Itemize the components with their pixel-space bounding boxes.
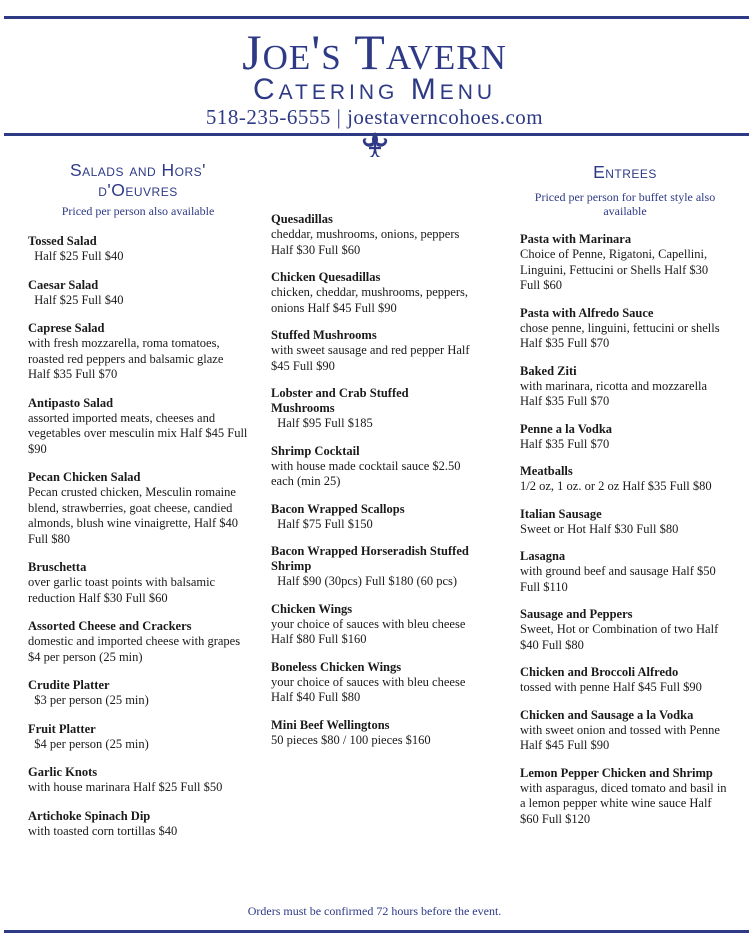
menu-item-name: Mini Beef Wellingtons xyxy=(271,717,390,732)
menu-item-name: Baked Ziti xyxy=(520,363,577,378)
menu-item-description: your choice of sauces with bleu cheese Half $80 Full $160 xyxy=(271,616,466,646)
menu-item-name: Artichoke Spinach Dip xyxy=(28,808,151,823)
menu-item-description: with house marinara Half $25 Full $50 xyxy=(28,780,223,794)
menu-item-name: Quesadillas xyxy=(271,212,333,226)
menu-item xyxy=(28,321,248,383)
menu-item-description: chose penne, linguini, fettucini or shells Half $35 Full $70 xyxy=(520,320,720,350)
menu-item xyxy=(271,328,471,374)
entrees-section xyxy=(520,160,730,827)
menu-item xyxy=(271,444,471,490)
contact-line: 518-235-6555 | joestaverncohoes.com xyxy=(205,105,544,129)
menu-item-description: with toasted corn tortillas $40 xyxy=(28,823,178,838)
fleur-de-lis-icon xyxy=(359,131,391,159)
menu-item-name: Lemon Pepper Chicken and Shrimp xyxy=(520,765,713,780)
menu-item-description: Sweet or Hot Half $30 Full $80 xyxy=(520,521,679,536)
menu-item-description: 1/2 oz, 1 oz. or 2 oz Half $35 Full $80 xyxy=(520,479,712,493)
menu-item-name: Chicken Wings xyxy=(271,601,353,616)
menu-item-name: Meatballs xyxy=(520,464,573,478)
menu-item-description: over garlic toast points with balsamic reduction Half $30 Full $60 xyxy=(28,575,216,605)
menu-item-description: Choice of Penne, Rigatoni, Capellini, Linguini, Fettucini or Shells Half $30 Full $60 xyxy=(520,247,709,292)
menu-item-description: assorted imported meats, cheeses and vegetables over mesculin mix Half $45 Full $90 xyxy=(28,410,248,456)
menu-item-description: Half $90 (30pcs) Full $180 (60 pcs) xyxy=(271,574,458,588)
menu-item-name: Crudite Platter xyxy=(28,678,110,692)
menu-item-name: Chicken and Sausage a la Vodka xyxy=(520,707,694,722)
menu-item-description: $4 per person (25 min) xyxy=(28,736,149,751)
menu-item xyxy=(520,306,730,352)
menu-item xyxy=(271,602,471,648)
salads-section-title: Salads and Hors' d'Oeuvres xyxy=(69,160,207,200)
menu-item-name: Bacon Wrapped Horseradish Stuffed Shrimp xyxy=(271,544,469,573)
menu-item-description: with asparagus, diced tomato and basil in a lemon pepper white wine sauce Half $60 Full $120 xyxy=(520,780,727,826)
menu-item xyxy=(28,234,248,265)
menu-item xyxy=(271,502,471,533)
appetizers-section xyxy=(271,212,471,748)
menu-item-name: Garlic Knots xyxy=(28,765,98,779)
salads-section-note: Priced per person also available xyxy=(61,204,215,218)
menu-item-description: domestic and imported cheese with grapes $4 per person (25 min) xyxy=(28,634,241,664)
menu-item xyxy=(520,607,730,653)
menu-item-description: Half $75 Full $150 xyxy=(271,516,373,531)
menu-item-description: with sweet sausage and red pepper Half $45 Full $90 xyxy=(271,343,470,373)
menu-item-name: Boneless Chicken Wings xyxy=(271,659,402,674)
menu-item xyxy=(520,464,730,495)
menu-item-name: Pasta with Alfredo Sauce xyxy=(520,305,654,320)
top-rule xyxy=(4,16,749,19)
menu-item-description: with sweet onion and tossed with Penne Half $45 Full $90 xyxy=(520,722,720,752)
menu-item-name: Shrimp Cocktail xyxy=(271,443,360,458)
menu-item-name: Bruschetta xyxy=(28,560,87,574)
menu-item-name: Italian Sausage xyxy=(520,506,602,521)
menu-item-description: chicken, cheddar, mushrooms, peppers, onions Half $45 Full $90 xyxy=(271,285,469,315)
menu-item xyxy=(271,718,471,749)
menu-item xyxy=(520,364,730,410)
menu-item xyxy=(28,809,248,840)
menu-item-name: Penne a la Vodka xyxy=(520,421,613,436)
menu-item xyxy=(520,232,730,294)
menu-item-name: Stuffed Mushrooms xyxy=(271,328,377,342)
menu-item xyxy=(28,396,248,458)
menu-item-description: with marinara, ricotta and mozzarella Half $35 Full $70 xyxy=(520,378,708,408)
menu-item xyxy=(28,560,248,606)
menu-item-description: $3 per person (25 min) xyxy=(28,693,149,707)
menu-item xyxy=(520,549,730,595)
bottom-rule xyxy=(4,930,749,933)
menu-item-description: Half $35 Full $70 xyxy=(520,436,610,451)
menu-item-name: Lobster and Crab Stuffed Mushrooms xyxy=(271,386,409,415)
menu-item-name: Lasagna xyxy=(520,549,566,563)
menu-item-name: Bacon Wrapped Scallops xyxy=(271,501,405,516)
menu-item-description: with house made cocktail sauce $2.50 each (min 25) xyxy=(271,458,461,488)
menu-item-name: Pasta with Marinara xyxy=(520,232,632,246)
menu-item-description: tossed with penne Half $45 Full $90 xyxy=(520,680,702,694)
menu-item xyxy=(271,270,471,316)
menu-item-description: cheddar, mushrooms, onions, peppers Half $30 Full $60 xyxy=(271,227,460,257)
menu-item xyxy=(520,422,730,453)
menu-item xyxy=(28,470,248,547)
order-notice: Orders must be confirmed 72 hours before the event. xyxy=(247,904,502,918)
menu-item-name: Fruit Platter xyxy=(28,721,96,736)
menu-item xyxy=(520,507,730,538)
menu-item-description: Pecan crusted chicken, Mesculin romaine blend, strawberries, goat cheese, candied almonds, blush wine vinaigrette, Half $40 Full $80 xyxy=(28,485,239,546)
menu-item xyxy=(520,708,730,754)
menu-item-description: 50 pieces $80 / 100 pieces $160 xyxy=(271,732,431,747)
menu-item xyxy=(271,660,471,706)
entrees-section-note: Priced per person for buffet style also available xyxy=(534,190,716,218)
menu-item-name: Pecan Chicken Salad xyxy=(28,470,141,484)
menu-item xyxy=(520,766,730,828)
menu-item xyxy=(520,665,730,696)
restaurant-title: Joe's Tavern xyxy=(242,24,507,80)
menu-item-name: Caesar Salad xyxy=(28,277,99,292)
menu-item-name: Chicken Quesadillas xyxy=(271,270,381,284)
menu-item xyxy=(28,722,248,753)
menu-item-description: with fresh mozzarella, roma tomatoes, roasted red peppers and balsamic glaze Half $35 Full $70 xyxy=(28,336,224,381)
menu-item-name: Assorted Cheese and Crackers xyxy=(28,619,192,633)
menu-item-name: Sausage and Peppers xyxy=(520,607,633,621)
menu-item xyxy=(271,212,471,258)
menu-item-name: Chicken and Broccoli Alfredo xyxy=(520,665,679,679)
menu-item xyxy=(271,544,471,590)
menu-item-name: Tossed Salad xyxy=(28,234,97,248)
menu-item-name: Antipasto Salad xyxy=(28,395,114,410)
menu-item xyxy=(28,765,248,796)
menu-item xyxy=(28,278,248,309)
menu-item-description: Half $25 Full $40 xyxy=(28,249,124,263)
menu-item xyxy=(271,386,471,432)
menu-subtitle: Catering Menu xyxy=(252,73,497,106)
menu-item-name: Caprese Salad xyxy=(28,321,105,335)
menu-item-description: with ground beef and sausage Half $50 Full $110 xyxy=(520,564,716,594)
menu-item xyxy=(28,619,248,665)
menu-item-description: Half $95 Full $185 xyxy=(271,416,373,430)
menu-item-description: Sweet, Hot or Combination of two Half $40 Full $80 xyxy=(520,622,719,652)
menu-item-description: Half $25 Full $40 xyxy=(28,292,124,307)
entrees-section-title: Entrees xyxy=(593,162,657,182)
salads-section xyxy=(28,160,248,839)
menu-item xyxy=(28,678,248,709)
menu-item-description: your choice of sauces with bleu cheese Half $40 Full $80 xyxy=(271,674,466,704)
